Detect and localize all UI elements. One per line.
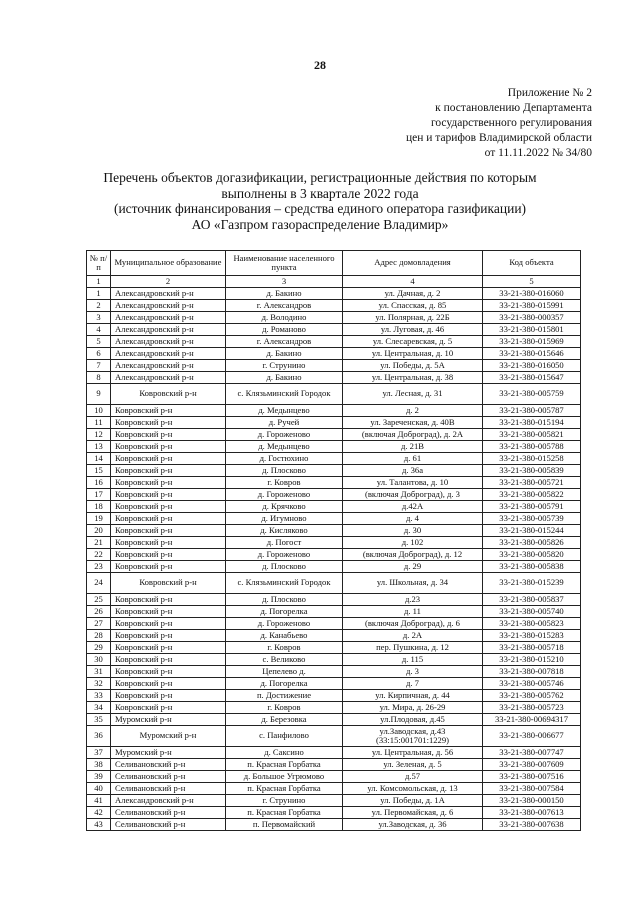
cell-municipality: Ковровский р-н xyxy=(111,489,226,501)
cell-number: 17 xyxy=(87,489,111,501)
cell-number: 23 xyxy=(87,561,111,573)
cell-number: 26 xyxy=(87,606,111,618)
table-row xyxy=(87,795,581,807)
header-address: Адрес домовладения xyxy=(343,251,483,276)
cell-address: ул.Заводская, д.43 (33:15:001701:1229) xyxy=(343,726,483,747)
cell-object-code: 33-21-380-005739 xyxy=(483,513,581,525)
table-row xyxy=(87,807,581,819)
cell-locality: с. Великово xyxy=(226,654,343,666)
table-row xyxy=(87,288,581,300)
cell-municipality: Селивановский р-н xyxy=(111,807,226,819)
cell-municipality: Селивановский р-н xyxy=(111,771,226,783)
table-row xyxy=(87,714,581,726)
cell-object-code: 33-21-380-015239 xyxy=(483,573,581,594)
cell-locality: д. Гороженово xyxy=(226,489,343,501)
cell-municipality: Александровский р-н xyxy=(111,348,226,360)
cell-object-code: 33-21-380-007609 xyxy=(483,759,581,771)
cell-municipality: Александровский р-н xyxy=(111,324,226,336)
cell-object-code: 33-21-380-007516 xyxy=(483,771,581,783)
cell-object-code: 33-21-380-000357 xyxy=(483,312,581,324)
cell-municipality: Ковровский р-н xyxy=(111,618,226,630)
cell-municipality: Ковровский р-н xyxy=(111,384,226,405)
cell-address: д. 102 xyxy=(343,537,483,549)
cell-object-code: 33-21-380-015646 xyxy=(483,348,581,360)
title-line: АО «Газпром газораспределение Владимир» xyxy=(191,216,449,232)
cell-locality: д. Крячково xyxy=(226,501,343,513)
table-row xyxy=(87,348,581,360)
cell-object-code: 33-21-380-015283 xyxy=(483,630,581,642)
table-row xyxy=(87,573,581,594)
cell-address: (включая Доброград), д. 3 xyxy=(343,489,483,501)
header-object-code: Код объекта xyxy=(483,251,581,276)
header-number: № п/п xyxy=(87,251,111,276)
table-row xyxy=(87,747,581,759)
cell-address: д.23 xyxy=(343,594,483,606)
cell-address: ул. Школьная, д. 34 xyxy=(343,573,483,594)
cell-object-code: 33-21-380-016060 xyxy=(483,288,581,300)
cell-address: д. 7 xyxy=(343,678,483,690)
cell-municipality: Ковровский р-н xyxy=(111,654,226,666)
cell-object-code: 33-21-380-007584 xyxy=(483,783,581,795)
appendix-line: от 11.11.2022 № 34/80 xyxy=(484,147,592,159)
cell-address: ул.Заводская, д. 36 xyxy=(343,819,483,831)
cell-locality: д. Медынцево xyxy=(226,441,343,453)
cell-object-code: 33-21-380-005787 xyxy=(483,405,581,417)
table-row xyxy=(87,429,581,441)
cell-locality: д. Березовка xyxy=(226,714,343,726)
cell-object-code: 33-21-380-005838 xyxy=(483,561,581,573)
cell-object-code: 33-21-380-007818 xyxy=(483,666,581,678)
table-row xyxy=(87,489,581,501)
cell-number: 30 xyxy=(87,654,111,666)
cell-locality: д. Гороженово xyxy=(226,429,343,441)
cell-municipality: Ковровский р-н xyxy=(111,453,226,465)
cell-locality: г. Ковров xyxy=(226,642,343,654)
appendix-line: к постановлению Департамента xyxy=(435,102,592,114)
cell-object-code: 33-21-380-005759 xyxy=(483,384,581,405)
cell-municipality: Александровский р-н xyxy=(111,336,226,348)
cell-address: ул. Зареченская, д. 40В xyxy=(343,417,483,429)
cell-municipality: Ковровский р-н xyxy=(111,666,226,678)
cell-address: ул. Кирпичная, д. 44 xyxy=(343,690,483,702)
cell-address: ул. Талантова, д. 10 xyxy=(343,477,483,489)
table-row xyxy=(87,654,581,666)
cell-address: д. 36а xyxy=(343,465,483,477)
cell-object-code: 33-21-380-015194 xyxy=(483,417,581,429)
cell-locality: д. Погост xyxy=(226,537,343,549)
cell-municipality: Ковровский р-н xyxy=(111,417,226,429)
table-row xyxy=(87,324,581,336)
cell-object-code: 33-21-380-016050 xyxy=(483,360,581,372)
cell-number: 2 xyxy=(87,300,111,312)
cell-number: 41 xyxy=(87,795,111,807)
cell-number: 15 xyxy=(87,465,111,477)
cell-number: 42 xyxy=(87,807,111,819)
cell-municipality: Александровский р-н xyxy=(111,288,226,300)
header-index: 2 xyxy=(111,276,226,288)
cell-municipality: Муромский р-н xyxy=(111,714,226,726)
cell-locality: д. Кисляково xyxy=(226,525,343,537)
cell-object-code: 33-21-380-005791 xyxy=(483,501,581,513)
cell-address: д.57 xyxy=(343,771,483,783)
cell-address: ул. Победы, д. 5А xyxy=(343,360,483,372)
table-row xyxy=(87,465,581,477)
objects-table xyxy=(86,250,581,831)
cell-number: 24 xyxy=(87,573,111,594)
cell-locality: д. Погорелка xyxy=(226,606,343,618)
cell-object-code: 33-21-380-005839 xyxy=(483,465,581,477)
cell-municipality: Ковровский р-н xyxy=(111,441,226,453)
cell-municipality: Александровский р-н xyxy=(111,795,226,807)
cell-number: 11 xyxy=(87,417,111,429)
cell-number: 38 xyxy=(87,759,111,771)
table-row xyxy=(87,606,581,618)
cell-object-code: 33-21-380-005740 xyxy=(483,606,581,618)
cell-object-code: 33-21-380-005721 xyxy=(483,477,581,489)
cell-number: 4 xyxy=(87,324,111,336)
cell-object-code: 33-21-380-005718 xyxy=(483,642,581,654)
cell-municipality: Ковровский р-н xyxy=(111,606,226,618)
cell-municipality: Ковровский р-н xyxy=(111,630,226,642)
cell-locality: д. Большое Угрюмово xyxy=(226,771,343,783)
cell-locality: г. Струнино xyxy=(226,795,343,807)
cell-address: ул. Центральная, д. 38 xyxy=(343,372,483,384)
cell-address: д. 21В xyxy=(343,441,483,453)
cell-number: 35 xyxy=(87,714,111,726)
cell-number: 6 xyxy=(87,348,111,360)
cell-address: пер. Пушкина, д. 12 xyxy=(343,642,483,654)
cell-locality: с. Панфилово xyxy=(226,726,343,747)
cell-locality: г. Александров xyxy=(226,336,343,348)
cell-municipality: Ковровский р-н xyxy=(111,465,226,477)
cell-address: ул. Полярная, д. 22Б xyxy=(343,312,483,324)
cell-locality: г. Ковров xyxy=(226,477,343,489)
cell-locality: г. Александров xyxy=(226,300,343,312)
cell-number: 9 xyxy=(87,384,111,405)
cell-municipality: Ковровский р-н xyxy=(111,678,226,690)
cell-object-code: 33-21-380-015991 xyxy=(483,300,581,312)
header-municipality: Муниципальное образование xyxy=(111,251,226,276)
cell-number: 40 xyxy=(87,783,111,795)
table-row xyxy=(87,783,581,795)
title-line: Перечень объектов догазификации, регистрационные действия по которым xyxy=(103,170,537,185)
cell-number: 8 xyxy=(87,372,111,384)
cell-object-code: 33-21-380-005820 xyxy=(483,549,581,561)
cell-object-code: 33-21-380-006677 xyxy=(483,726,581,747)
table-row xyxy=(87,360,581,372)
cell-address: ул.Плодовая, д.45 xyxy=(343,714,483,726)
cell-object-code: 33-21-380-00694317 xyxy=(483,714,581,726)
table-row xyxy=(87,384,581,405)
header-index: 5 xyxy=(483,276,581,288)
cell-municipality: Ковровский р-н xyxy=(111,525,226,537)
cell-municipality: Ковровский р-н xyxy=(111,561,226,573)
cell-number: 29 xyxy=(87,642,111,654)
cell-address: (включая Доброград), д. 6 xyxy=(343,618,483,630)
cell-locality: п. Красная Горбатка xyxy=(226,759,343,771)
cell-object-code: 33-21-380-007747 xyxy=(483,747,581,759)
table-row xyxy=(87,642,581,654)
cell-number: 21 xyxy=(87,537,111,549)
table-header-numbers-row xyxy=(87,276,581,288)
cell-number: 14 xyxy=(87,453,111,465)
table-row xyxy=(87,300,581,312)
cell-locality: п. Первомайский xyxy=(226,819,343,831)
cell-address: ул. Комсомольская, д. 13 xyxy=(343,783,483,795)
cell-number: 25 xyxy=(87,594,111,606)
header-index: 1 xyxy=(87,276,111,288)
cell-locality: д. Володино xyxy=(226,312,343,324)
table-row xyxy=(87,513,581,525)
cell-object-code: 33-21-380-015647 xyxy=(483,372,581,384)
cell-object-code: 33-21-380-007613 xyxy=(483,807,581,819)
cell-municipality: Муромский р-н xyxy=(111,747,226,759)
cell-locality: д. Саксино xyxy=(226,747,343,759)
cell-number: 20 xyxy=(87,525,111,537)
cell-locality: д. Бакино xyxy=(226,348,343,360)
cell-number: 32 xyxy=(87,678,111,690)
cell-locality: п. Красная Горбатка xyxy=(226,783,343,795)
cell-municipality: Муромский р-н xyxy=(111,726,226,747)
table-row xyxy=(87,690,581,702)
cell-number: 22 xyxy=(87,549,111,561)
cell-number: 13 xyxy=(87,441,111,453)
cell-number: 33 xyxy=(87,690,111,702)
cell-address: д. 2А xyxy=(343,630,483,642)
cell-municipality: Ковровский р-н xyxy=(111,477,226,489)
cell-address: ул. Центральная, д. 56 xyxy=(343,747,483,759)
cell-municipality: Ковровский р-н xyxy=(111,549,226,561)
table-header-row xyxy=(87,251,581,276)
cell-address: ул. Дачная, д. 2 xyxy=(343,288,483,300)
cell-municipality: Ковровский р-н xyxy=(111,702,226,714)
cell-number: 28 xyxy=(87,630,111,642)
table-row xyxy=(87,312,581,324)
cell-number: 36 xyxy=(87,726,111,747)
table-row xyxy=(87,618,581,630)
document-title xyxy=(40,170,600,232)
cell-locality: п. Достижение xyxy=(226,690,343,702)
cell-number: 18 xyxy=(87,501,111,513)
cell-municipality: Селивановский р-н xyxy=(111,759,226,771)
appendix-block xyxy=(406,86,592,161)
cell-municipality: Селивановский р-н xyxy=(111,783,226,795)
header-locality: Наименование населенного пункта xyxy=(226,251,343,276)
cell-object-code: 33-21-380-015244 xyxy=(483,525,581,537)
cell-address: ул. Слесаревская, д. 5 xyxy=(343,336,483,348)
cell-locality: с. Клязьминский Городок xyxy=(226,573,343,594)
cell-number: 34 xyxy=(87,702,111,714)
cell-locality: с. Клязьминский Городок xyxy=(226,384,343,405)
cell-number: 27 xyxy=(87,618,111,630)
table-row xyxy=(87,336,581,348)
title-line: выполнены в 3 квартале 2022 года xyxy=(221,185,419,201)
cell-municipality: Ковровский р-н xyxy=(111,594,226,606)
cell-locality: д. Плосково xyxy=(226,561,343,573)
cell-locality: Цепелево д. xyxy=(226,666,343,678)
cell-address: ул. Спасская, д. 85 xyxy=(343,300,483,312)
cell-number: 16 xyxy=(87,477,111,489)
table-row xyxy=(87,759,581,771)
appendix-line: Приложение № 2 xyxy=(507,87,592,99)
table-row xyxy=(87,453,581,465)
cell-object-code: 33-21-380-005762 xyxy=(483,690,581,702)
cell-locality: д. Игумново xyxy=(226,513,343,525)
cell-object-code: 33-21-380-015258 xyxy=(483,453,581,465)
table-row xyxy=(87,537,581,549)
cell-municipality: Ковровский р-н xyxy=(111,642,226,654)
cell-locality: г. Струнино xyxy=(226,360,343,372)
cell-locality: г. Ковров xyxy=(226,702,343,714)
table-row xyxy=(87,372,581,384)
cell-municipality: Ковровский р-н xyxy=(111,429,226,441)
appendix-line: государственного регулирования xyxy=(430,117,592,129)
cell-object-code: 33-21-380-015210 xyxy=(483,654,581,666)
cell-address: д. 11 xyxy=(343,606,483,618)
cell-municipality: Ковровский р-н xyxy=(111,513,226,525)
cell-municipality: Ковровский р-н xyxy=(111,690,226,702)
table-row xyxy=(87,678,581,690)
table-row xyxy=(87,549,581,561)
cell-locality: д. Канабьево xyxy=(226,630,343,642)
cell-number: 43 xyxy=(87,819,111,831)
table-row xyxy=(87,594,581,606)
table-row xyxy=(87,561,581,573)
cell-number: 5 xyxy=(87,336,111,348)
cell-address: д. 115 xyxy=(343,654,483,666)
cell-address: ул. Мира, д. 26-29 xyxy=(343,702,483,714)
table-row xyxy=(87,666,581,678)
cell-locality: д. Бакино xyxy=(226,372,343,384)
cell-locality: д. Гороженово xyxy=(226,549,343,561)
cell-object-code: 33-21-380-005746 xyxy=(483,678,581,690)
cell-number: 19 xyxy=(87,513,111,525)
table-row xyxy=(87,819,581,831)
cell-address: ул. Центральная, д. 10 xyxy=(343,348,483,360)
header-index: 3 xyxy=(226,276,343,288)
cell-object-code: 33-21-380-005788 xyxy=(483,441,581,453)
table-row xyxy=(87,477,581,489)
cell-object-code: 33-21-380-005837 xyxy=(483,594,581,606)
cell-number: 1 xyxy=(87,288,111,300)
table-row xyxy=(87,501,581,513)
cell-address: д. 29 xyxy=(343,561,483,573)
table-row xyxy=(87,726,581,747)
cell-locality: д. Гостюхино xyxy=(226,453,343,465)
cell-locality: д. Романово xyxy=(226,324,343,336)
cell-address: ул. Лесная, д. 31 xyxy=(343,384,483,405)
cell-object-code: 33-21-380-005823 xyxy=(483,618,581,630)
cell-number: 3 xyxy=(87,312,111,324)
cell-number: 7 xyxy=(87,360,111,372)
cell-locality: д. Ручей xyxy=(226,417,343,429)
cell-object-code: 33-21-380-000150 xyxy=(483,795,581,807)
cell-address: (включая Доброград), д. 2А xyxy=(343,429,483,441)
cell-address: д.42А xyxy=(343,501,483,513)
table-row xyxy=(87,771,581,783)
cell-object-code: 33-21-380-015801 xyxy=(483,324,581,336)
cell-address: ул. Первомайская, д. 6 xyxy=(343,807,483,819)
cell-municipality: Александровский р-н xyxy=(111,360,226,372)
cell-object-code: 33-21-380-007638 xyxy=(483,819,581,831)
table-row xyxy=(87,405,581,417)
cell-number: 37 xyxy=(87,747,111,759)
cell-address: д. 4 xyxy=(343,513,483,525)
cell-address: д. 30 xyxy=(343,525,483,537)
cell-address: ул. Победы, д. 1А xyxy=(343,795,483,807)
cell-number: 31 xyxy=(87,666,111,678)
table-row xyxy=(87,702,581,714)
header-index: 4 xyxy=(343,276,483,288)
cell-locality: д. Плосково xyxy=(226,465,343,477)
cell-locality: д. Плосково xyxy=(226,594,343,606)
page-number: 28 xyxy=(314,58,326,72)
cell-address: д. 3 xyxy=(343,666,483,678)
cell-address: д. 2 xyxy=(343,405,483,417)
cell-municipality: Ковровский р-н xyxy=(111,405,226,417)
cell-municipality: Ковровский р-н xyxy=(111,537,226,549)
cell-municipality: Александровский р-н xyxy=(111,372,226,384)
cell-object-code: 33-21-380-005821 xyxy=(483,429,581,441)
cell-locality: п. Красная Горбатка xyxy=(226,807,343,819)
cell-address: д. 61 xyxy=(343,453,483,465)
cell-object-code: 33-21-380-015969 xyxy=(483,336,581,348)
cell-municipality: Селивановский р-н xyxy=(111,819,226,831)
cell-municipality: Ковровский р-н xyxy=(111,573,226,594)
cell-locality: д. Гороженово xyxy=(226,618,343,630)
cell-address: (включая Доброград), д. 12 xyxy=(343,549,483,561)
cell-municipality: Александровский р-н xyxy=(111,312,226,324)
table-row xyxy=(87,417,581,429)
cell-address: ул. Луговая, д. 46 xyxy=(343,324,483,336)
appendix-line: цен и тарифов Владимирской области xyxy=(405,132,592,144)
cell-municipality: Ковровский р-н xyxy=(111,501,226,513)
cell-number: 12 xyxy=(87,429,111,441)
cell-object-code: 33-21-380-005723 xyxy=(483,702,581,714)
cell-object-code: 33-21-380-005822 xyxy=(483,489,581,501)
title-line: (источник финансирования – средства единого оператора газификации) xyxy=(113,201,527,216)
cell-number: 10 xyxy=(87,405,111,417)
cell-object-code: 33-21-380-005826 xyxy=(483,537,581,549)
cell-number: 39 xyxy=(87,771,111,783)
cell-locality: д. Бакино xyxy=(226,288,343,300)
cell-locality: д. Погорелка xyxy=(226,678,343,690)
cell-locality: д. Медынцево xyxy=(226,405,343,417)
cell-municipality: Александровский р-н xyxy=(111,300,226,312)
table-body xyxy=(87,288,581,831)
table-row xyxy=(87,525,581,537)
table-row xyxy=(87,441,581,453)
cell-address: ул. Зеленая, д. 5 xyxy=(343,759,483,771)
table-row xyxy=(87,630,581,642)
